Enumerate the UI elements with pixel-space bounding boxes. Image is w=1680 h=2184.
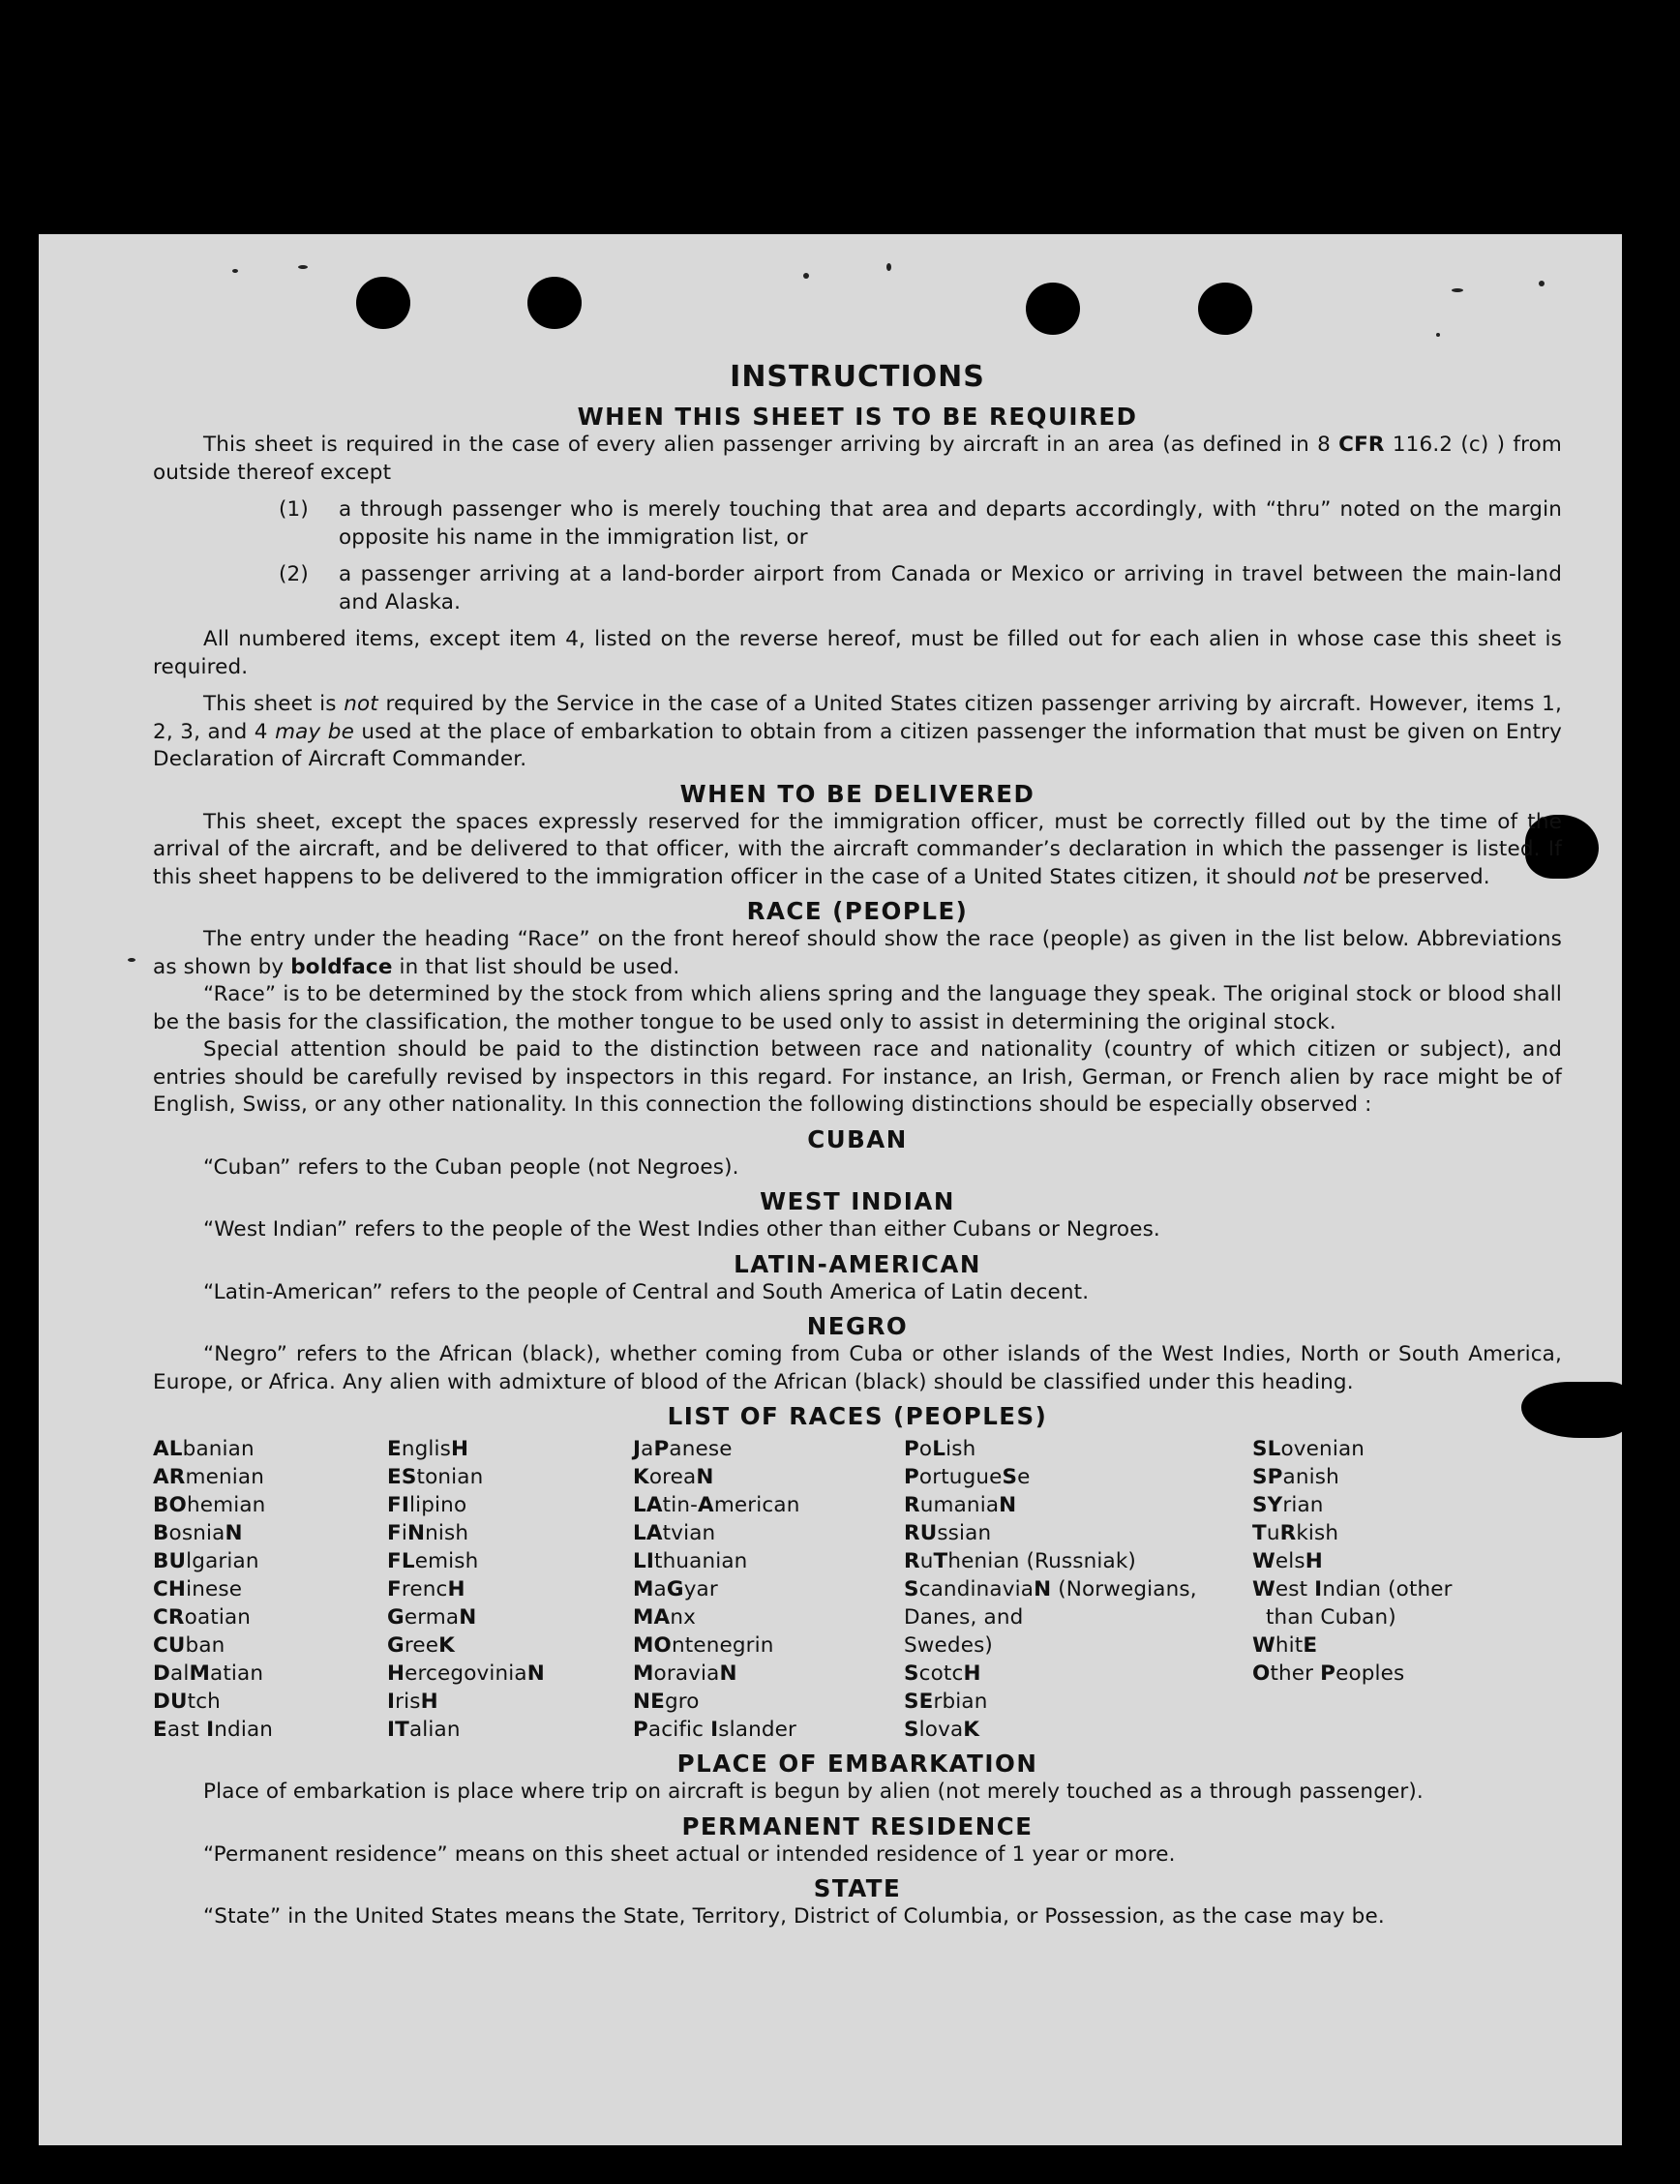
speck	[886, 263, 891, 271]
race-entry: Other Peoples	[1252, 1661, 1405, 1686]
race-entry: RumaniaN	[904, 1493, 1017, 1517]
paragraph-latin-american: “Latin-American” refers to the people of Central and South America of Latin decent.	[203, 1279, 1090, 1304]
race-entry: BUlgarian	[153, 1549, 259, 1573]
race-list-column	[633, 1435, 904, 1744]
race-entry: SYrian	[1252, 1493, 1324, 1517]
race-entry: SErbian	[904, 1690, 988, 1714]
section-heading-race-list: LIST OF RACES (PEOPLES)	[667, 1402, 1048, 1430]
paragraph-cuban: “Cuban” refers to the Cuban people (not Negroes).	[203, 1154, 739, 1180]
race-list	[153, 1435, 1562, 1744]
race-entry: EnglisH	[387, 1437, 469, 1461]
race-entry: ITalian	[387, 1718, 461, 1742]
exception-item-2: (2) a passenger arriving at a land-border airport from Canada or Mexico or arriving in travel between the main-land and Alaska.	[279, 562, 1562, 614]
race-entry: SPanish	[1252, 1465, 1339, 1489]
section-heading-required: WHEN THIS SHEET IS TO BE REQUIRED	[577, 403, 1138, 431]
race-list-column	[1252, 1435, 1543, 1744]
document-sheet	[39, 234, 1622, 2145]
speck	[128, 958, 135, 962]
section-heading-state: STATE	[813, 1874, 902, 1902]
race-entry: DUtch	[153, 1690, 221, 1714]
paragraph-residence: “Permanent residence” means on this sheet actual or intended residence of 1 year or more.	[203, 1841, 1176, 1867]
paragraph-state: “State” in the United States means the State, Territory, District of Columbia, or Possession, as the case may be.	[203, 1904, 1385, 1929]
race-list-column	[904, 1435, 1252, 1744]
race-entry: ScandinaviaN (Norwegians,	[904, 1577, 1197, 1601]
section-heading-race: RACE (PEOPLE)	[746, 897, 969, 925]
race-entry: Pacific Islander	[633, 1718, 797, 1742]
section-heading-latin-american: LATIN-AMERICAN	[734, 1249, 981, 1278]
race-entry: FrencH	[387, 1577, 465, 1601]
race-entry: FiNnish	[387, 1521, 469, 1545]
race-entry: MAnx	[633, 1605, 696, 1630]
race-entry: ScotcH	[904, 1661, 981, 1686]
race-entry: WelsH	[1252, 1549, 1323, 1573]
speck	[803, 273, 809, 279]
race-entry: KoreaN	[633, 1465, 714, 1489]
punch-hole	[527, 277, 582, 329]
paragraph-race-entry: The entry under the heading “Race” on the front hereof should show the race (people) as given in the list below. Abbreviations as shown by boldface in that list should be used.	[153, 927, 1562, 979]
race-entry: ARmenian	[153, 1465, 264, 1489]
race-entry: IrisH	[387, 1690, 438, 1714]
speck	[1452, 288, 1463, 292]
race-entry: JaPanese	[633, 1437, 733, 1461]
race-entry: Swedes)	[904, 1633, 993, 1658]
page-title: INSTRUCTIONS	[730, 360, 985, 394]
punch-hole	[1026, 283, 1080, 335]
paragraph-race-stock: “Race” is to be determined by the stock from which aliens spring and the language they speak. The original stock or blood shall be the basis for the classification, the mother tongue to be used only to assist in determining the original stock.	[153, 982, 1562, 1034]
race-entry: RuThenian (Russniak)	[904, 1549, 1136, 1573]
race-entry: DalMatian	[153, 1661, 264, 1686]
race-entry: CHinese	[153, 1577, 243, 1601]
race-entry: LAtvian	[633, 1521, 716, 1545]
race-entry: BosniaN	[153, 1521, 243, 1545]
paragraph-embarkation: Place of embarkation is place where trip on aircraft is begun by alien (not merely touched as a through passenger).	[203, 1780, 1424, 1804]
race-entry: MaGyar	[633, 1577, 718, 1601]
race-list-column	[387, 1435, 633, 1744]
race-entry: GreeK	[387, 1633, 455, 1658]
speck	[232, 269, 238, 273]
paragraph-west-indian: “West Indian” refers to the people of the West Indies other than either Cubans or Negroes.	[203, 1217, 1160, 1242]
race-entry: WhitE	[1252, 1633, 1318, 1658]
race-entry: EStonian	[387, 1465, 484, 1489]
race-entry: LAtin-American	[633, 1493, 800, 1517]
paragraph-race-nationality: Special attention should be paid to the distinction between race and nationality (country of which citizen or subject), and entries should be carefully revised by inspectors in this regard. For instance, an Irish, German, or French alien by race might be of English, Swiss, or any other nationality. In this connection the following distinctions should be especially observed :	[153, 1037, 1562, 1117]
exception-item-1: (1) a through passenger who is merely touching that area and departs accordingly, with “thru” noted on the margin opposite his name in the immigration list, or	[279, 497, 1562, 550]
instructions-content	[153, 358, 1562, 1931]
section-heading-residence: PERMANENT RESIDENCE	[681, 1811, 1034, 1840]
race-entry: PoLish	[904, 1437, 976, 1461]
paragraph-citizen: This sheet is not required by the Service in the case of a United States citizen passenger arriving by aircraft. However, items 1, 2, 3, and 4 may be used at the place of embarkation to obtain from a citizen passenger the information that must be given on Entry Declaration of Aircraft Commander.	[153, 692, 1563, 771]
paragraph-required-intro: This sheet is required in the case of every alien passenger arriving by aircraft in an area (as defined in 8 CFR 116.2 (c) ) from outside thereof except	[153, 433, 1562, 485]
section-heading-embarkation: PLACE OF EMBARKATION	[676, 1750, 1038, 1778]
speck	[1539, 281, 1545, 286]
race-entry: CUban	[153, 1633, 225, 1658]
paragraph-negro: “Negro” refers to the African (black), whether coming from Cuba or other islands of the West Indies, North or South America, Europe, or Africa. Any alien with admixture of blood of the African (black) should be classified under this heading.	[153, 1342, 1562, 1394]
race-entry: GermaN	[387, 1605, 477, 1630]
punch-hole	[1198, 283, 1252, 335]
race-entry: FLemish	[387, 1549, 479, 1573]
race-entry: PortugueSe	[904, 1465, 1031, 1489]
race-entry: MOntenegrin	[633, 1633, 774, 1658]
race-entry: SLovenian	[1252, 1437, 1365, 1461]
punch-hole	[356, 277, 410, 329]
race-entry: SlovaK	[904, 1718, 980, 1742]
paragraph-delivered: This sheet, except the spaces expressly reserved for the immigration officer, must be correctly filled out by the time of the arrival of the aircraft, and be delivered to that officer, with the aircraft commander’s declaration in which the passenger is listed. If this sheet happens to be delivered to the immigration officer in the case of a United States citizen, it should not be preserved.	[153, 809, 1562, 889]
race-entry: than Cuban)	[1252, 1605, 1396, 1630]
race-entry: FIlipino	[387, 1493, 467, 1517]
speck	[298, 265, 308, 269]
race-entry: TuRkish	[1252, 1521, 1339, 1545]
race-entry: NEgro	[633, 1690, 700, 1714]
race-entry: BOhemian	[153, 1493, 266, 1517]
section-heading-west-indian: WEST INDIAN	[760, 1187, 955, 1215]
race-entry: LIthuanian	[633, 1549, 748, 1573]
speck	[1436, 333, 1440, 337]
race-entry: ALbanian	[153, 1437, 255, 1461]
race-entry: CRoatian	[153, 1605, 252, 1630]
race-entry: MoraviaN	[633, 1661, 737, 1686]
section-heading-cuban: CUBAN	[807, 1124, 908, 1153]
section-heading-delivered: WHEN TO BE DELIVERED	[679, 779, 1035, 808]
race-list-column	[153, 1435, 387, 1744]
paragraph-numbered-items: All numbered items, except item 4, listed on the reverse hereof, must be filled out for each alien in whose case this sheet is required.	[153, 627, 1562, 679]
race-entry: Danes, and	[904, 1605, 1024, 1630]
race-entry: West Indian (other	[1252, 1577, 1453, 1601]
race-entry: East Indian	[153, 1718, 274, 1742]
race-entry: HercegoviniaN	[387, 1661, 545, 1686]
section-heading-negro: NEGRO	[806, 1312, 909, 1340]
race-entry: RUssian	[904, 1521, 992, 1545]
